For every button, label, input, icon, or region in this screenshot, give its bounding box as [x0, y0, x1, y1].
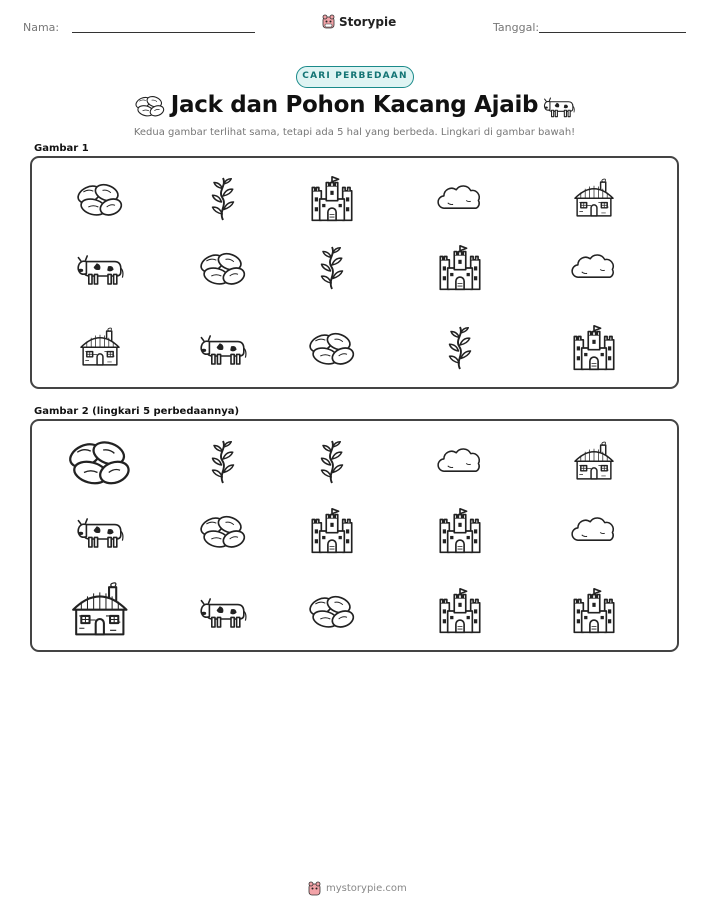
cow-icon[interactable] — [199, 591, 247, 631]
cottage-icon[interactable] — [69, 580, 131, 642]
picture2-grid — [32, 421, 677, 650]
date-line[interactable] — [539, 32, 686, 33]
cow-icon — [199, 328, 247, 368]
castle-icon — [437, 244, 483, 292]
name-line[interactable] — [72, 32, 255, 33]
beans-icon — [198, 246, 248, 291]
cottage-icon — [78, 326, 122, 370]
storypie-logo-icon — [322, 14, 335, 29]
castle-icon — [309, 175, 355, 223]
beanstalk-icon[interactable] — [317, 438, 347, 486]
cottage-icon — [572, 177, 616, 221]
castle-icon[interactable] — [437, 587, 483, 635]
beans-icon[interactable] — [307, 589, 357, 634]
activity-badge: CARI PERBEDAAN — [296, 66, 414, 88]
date-label: Tanggal: — [493, 21, 540, 34]
cow-icon — [76, 248, 124, 288]
page-title: Jack dan Pohon Kacang Ajaib — [170, 92, 539, 118]
storypie-logo-icon — [308, 881, 321, 896]
castle-icon[interactable] — [437, 507, 483, 555]
footer — [308, 881, 407, 896]
beanstalk-icon — [445, 324, 475, 372]
castle-icon — [571, 324, 617, 372]
brand-name: Storypie — [339, 14, 397, 29]
cottage-icon[interactable] — [572, 440, 616, 484]
castle-icon[interactable] — [309, 507, 355, 555]
name-label: Nama: — [23, 21, 60, 34]
beans-icon[interactable] — [66, 432, 134, 493]
picture1-grid — [32, 158, 677, 387]
picture2-panel[interactable] — [30, 419, 679, 652]
picture1-label: Gambar 1 — [34, 143, 89, 154]
beans-icon — [134, 93, 166, 119]
cloud-icon — [437, 183, 483, 215]
beanstalk-icon — [208, 175, 238, 223]
brand — [322, 14, 396, 29]
beans-icon — [75, 177, 125, 222]
castle-icon[interactable] — [571, 587, 617, 635]
beans-icon[interactable] — [198, 509, 248, 554]
cloud-icon[interactable] — [437, 446, 483, 478]
cow-icon[interactable] — [76, 511, 124, 551]
beans-icon — [307, 326, 357, 371]
beanstalk-icon — [317, 244, 347, 292]
cow-icon — [543, 94, 575, 118]
picture1-panel — [30, 156, 679, 389]
beanstalk-icon[interactable] — [208, 438, 238, 486]
instructions: Kedua gambar terlihat sama, tetapi ada 5 hal yang berbeda. Lingkari di gambar bawah! — [133, 127, 576, 138]
footer-url: mystorypie.com — [326, 883, 407, 894]
cloud-icon[interactable] — [571, 515, 617, 547]
picture2-label: Gambar 2 (lingkari 5 perbedaannya) — [34, 406, 240, 417]
cloud-icon — [571, 252, 617, 284]
